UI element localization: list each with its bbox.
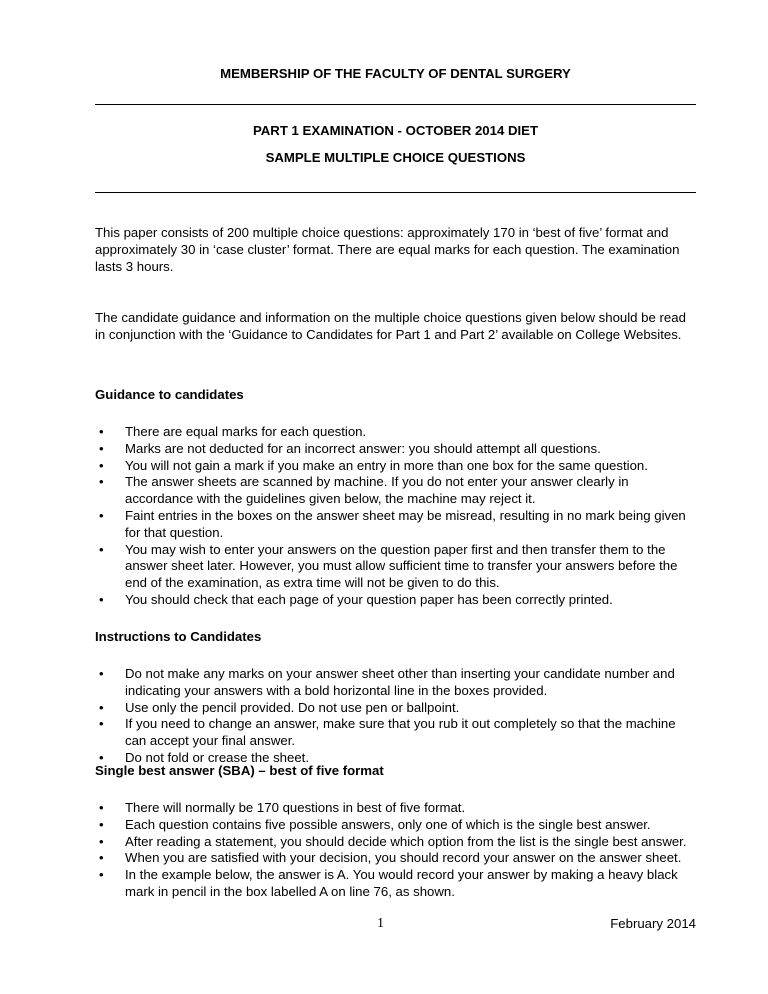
list-item [95,800,696,817]
bullet-icon: • [99,749,104,765]
list-item [95,716,696,750]
bullet-icon: • [99,699,104,715]
list-item [95,508,696,542]
list-item-text: You may wish to enter your answers on the question paper first and then transfer them to the answer sheet later. However, you must allow sufficient time to transfer your answers before the end of the examination, as extra time will not be given to do this. [125,541,678,591]
bullet-icon: • [99,424,104,439]
list-item [95,458,696,475]
list-item [95,441,696,458]
list-item-text: When you are satisfied with your decision, you should record your answer on the answer sheet. [125,850,682,866]
bullet-icon: • [99,457,104,473]
list-item-text: There will normally be 170 questions in best of five format. [125,800,466,815]
list-item-text: Use only the pencil provided. Do not use pen or ballpoint. [125,699,460,715]
list-item-text: Do not make any marks on your answer sheet other than inserting your candidate number and indicating your answers with a bold horizontal line in the boxes provided. [125,666,675,698]
list-item [95,817,696,834]
bullet-icon: • [99,666,104,681]
section-heading: Single best answer (SBA) – best of five format [95,763,384,778]
divider [95,192,696,193]
list-item [95,850,696,867]
list-item-text: In the example below, the answer is A. You would record your answer by making a heavy black mark in pencil in the box labelled A on line 76, as shown. [125,867,678,899]
list-item-text: There are equal marks for each question. [125,424,367,439]
bullet-icon: • [99,507,104,523]
list-item-text: Marks are not deducted for an incorrect answer: you should attempt all questions. [125,440,601,456]
bullet-icon: • [99,440,104,456]
sba-list [95,800,696,901]
intro-paragraph: The candidate guidance and information on the multiple choice questions given below should be read in conjunction with the ‘Guidance to Candidates for Part 1 and Part 2’ available on College Websites. [95,310,686,342]
list-item-text: The answer sheets are scanned by machine. If you do not enter your answer clearly in accordance with the guidelines given below, the machine may reject it. [125,474,629,507]
list-item-text: You should check that each page of your question paper has been correctly printed. [125,591,613,607]
bullet-icon: • [99,800,104,815]
page-number: 1 [377,916,384,931]
list-item [95,424,696,441]
list-item [95,700,696,717]
list-item [95,592,696,609]
bullet-icon: • [99,591,104,607]
bullet-icon: • [99,850,104,866]
list-item-text: You will not gain a mark if you make an entry in more than one box for the same question. [125,457,648,473]
bullet-icon: • [99,474,104,490]
bullet-icon: • [99,833,104,849]
section-heading: Instructions to Candidates [95,629,262,644]
guidance-list [95,424,696,609]
list-item-text: Faint entries in the boxes on the answer sheet may be misread, resulting in no mark being given for that question. [125,507,686,540]
list-item-text: Do not fold or crease the sheet. [125,749,310,765]
list-item [95,474,696,508]
list-item [95,867,696,901]
bullet-icon: • [99,816,104,832]
intro-paragraph: This paper consists of 200 multiple choice questions: approximately 170 in ‘best of five’ format and approximately 30 in ‘case cluster’ format. There are equal marks for each question. The examination lasts 3 hours. [95,225,680,274]
list-item [95,834,696,851]
list-item [95,666,696,700]
divider [95,104,696,105]
list-item-text: Each question contains five possible answers, only one of which is the single best answer. [125,816,651,832]
list-item [95,542,696,592]
sample-subtitle: SAMPLE MULTIPLE CHOICE QUESTIONS [265,150,526,165]
bullet-icon: • [99,541,104,557]
instructions-list [95,666,696,767]
list-item-text: After reading a statement, you should decide which option from the list is the single best answer. [125,833,687,849]
list-item-text: If you need to change an answer, make sure that you rub it out completely so that the machine can accept your final answer. [125,716,676,749]
section-heading: Guidance to candidates [95,387,244,402]
footer-date: February 2014 [610,916,696,931]
document-title: MEMBERSHIP OF THE FACULTY OF DENTAL SURGERY [220,66,571,81]
exam-subtitle: PART 1 EXAMINATION - OCTOBER 2014 DIET [252,123,539,138]
bullet-icon: • [99,867,104,883]
bullet-icon: • [99,716,104,732]
